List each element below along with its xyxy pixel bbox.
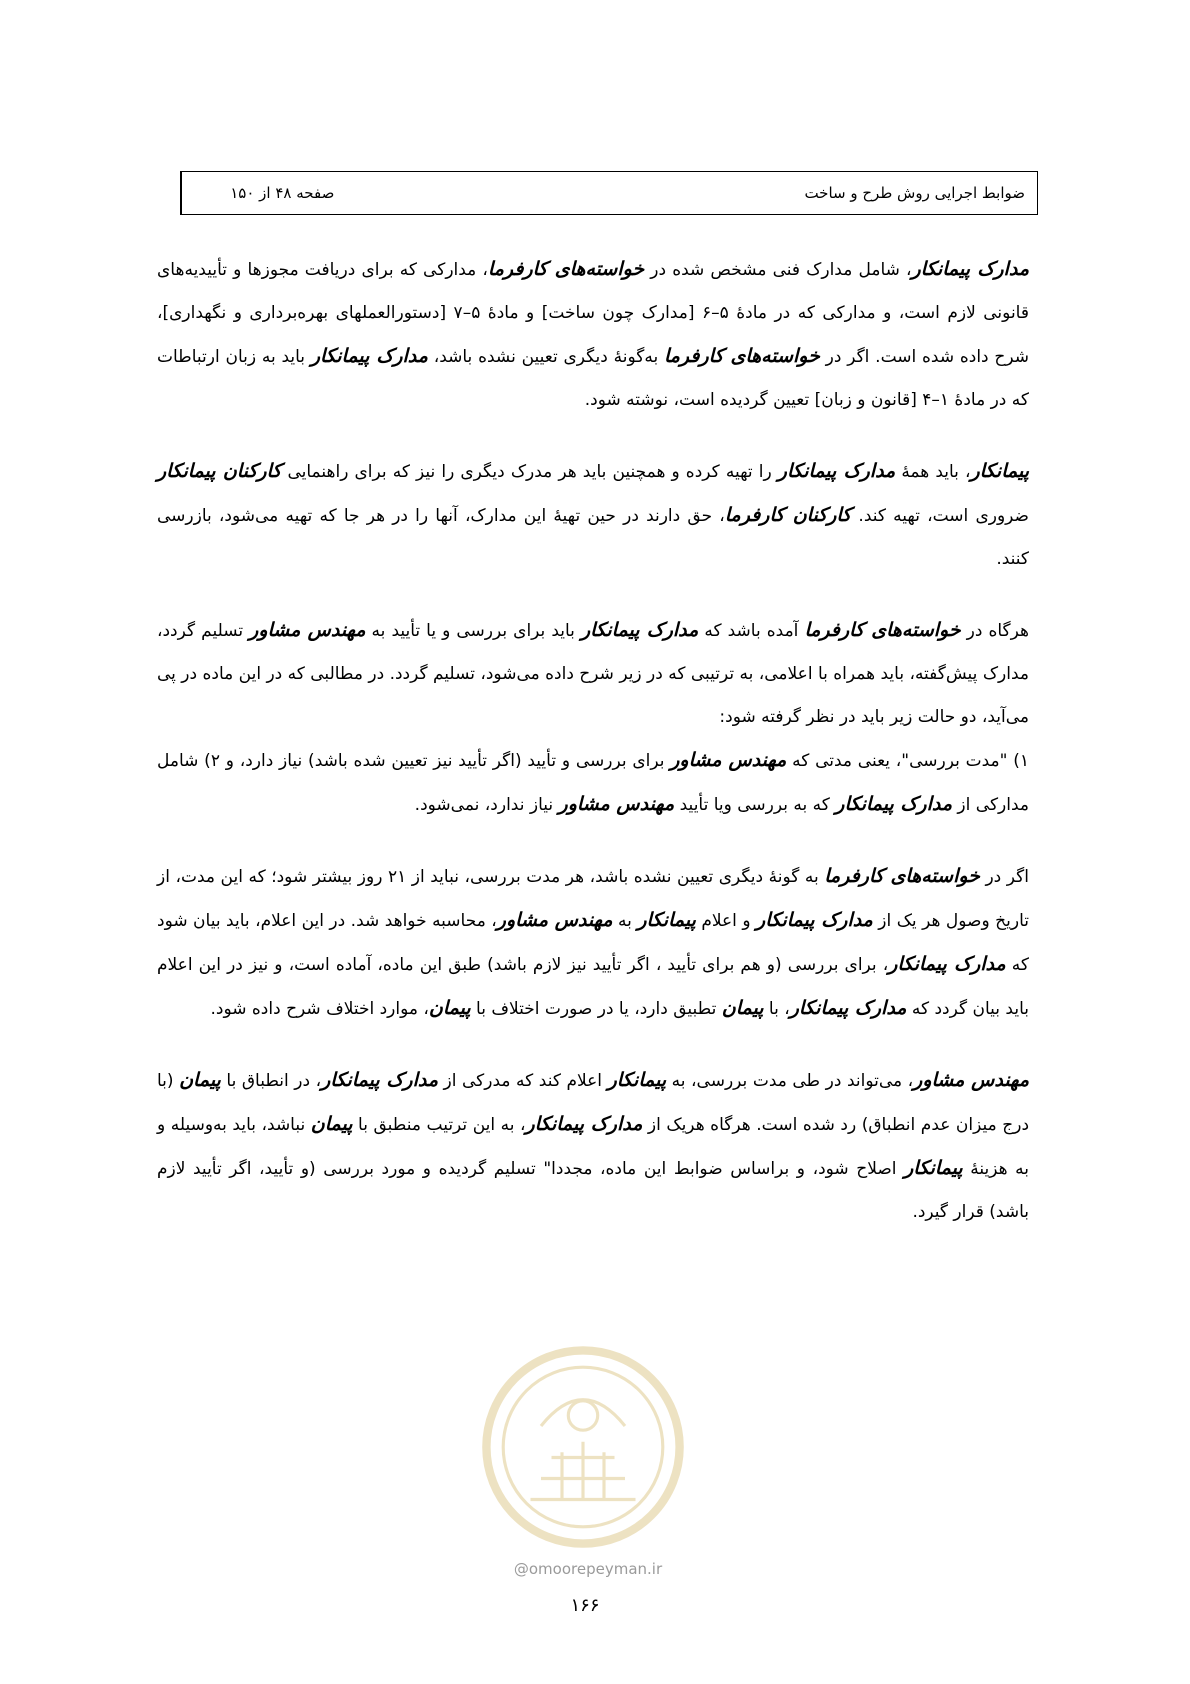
body-text-run: که به بررسی ویا تأیید xyxy=(674,795,836,815)
defined-term: پیمان xyxy=(721,997,764,1019)
body-text-run: اصلاح شود، و براساس ضوابط این ماده، مجددا" تسلیم گردیده و مورد بررسی (و تأیید، اگر تأیید لازم باشد) قرار گیرد. xyxy=(157,1159,1029,1222)
defined-term: مدارک پیمانکار xyxy=(888,953,1006,975)
defined-term: پیمان xyxy=(428,997,471,1019)
paragraph-contractor-documents xyxy=(157,248,1029,422)
body-text-run: ضروری است، تهیه کند. xyxy=(851,506,1029,526)
body-text-run: (با درج میزان عدم انطباق) رد شده است. هرگاه هریک از xyxy=(157,1071,1030,1135)
paragraph-contractor-preparation xyxy=(157,450,1029,581)
defined-term: خواسته‌های کارفرما xyxy=(663,345,820,367)
defined-term: پیمانکار xyxy=(607,1069,667,1091)
body-text-run: ، برای بررسی (و هم برای تأیید ، اگر تأیید نیز لازم باشد) طبق این ماده، آماده است، و نیز در این اعلام باید بیان گردد که xyxy=(157,955,1029,1019)
watermark-logo-icon xyxy=(478,1342,688,1552)
defined-term: کارکنان کارفرما xyxy=(724,504,852,526)
body-text-run: ، با xyxy=(763,999,790,1019)
body-text-run: ، محاسبه خواهد شد. در این اعلام، باید بیان شود که xyxy=(157,911,1029,975)
body-text-run: و اعلام xyxy=(695,911,757,931)
body-text-run: ، موارد اختلاف شرح داده شود. xyxy=(210,999,429,1019)
paragraph-review-period-definition xyxy=(157,739,1029,827)
body-text-run: اگر در xyxy=(979,867,1029,887)
body-text-run: ، حق دارند در حین تهیهٔ این مدارک، آنها را در هر جا که تهیه می‌شود، بازرسی کنند. xyxy=(157,506,1029,569)
defined-term: مهندس مشاور xyxy=(670,749,787,771)
body-text-run: برای بررسی و تأیید (اگر تأیید نیز تعیین شده باشد) نیاز دارد، و ۲) شامل مدارکی از xyxy=(157,751,1029,815)
defined-term: کارکنان پیمانکار xyxy=(157,460,282,482)
defined-term: مهندس مشاور xyxy=(913,1069,1030,1091)
defined-term: مدارک پیمانکار xyxy=(310,345,428,367)
defined-term: پیمان xyxy=(310,1113,353,1135)
body-text-run: نباشد، باید به‌وسیله و به هزینهٔ xyxy=(157,1115,1029,1179)
defined-term: مهندس مشاور xyxy=(496,909,613,931)
body-text-run: ، باید همهٔ xyxy=(895,462,971,482)
body-text-run: هرگاه در xyxy=(960,621,1029,641)
watermark-url: @omoorepeyman.ir xyxy=(513,1560,663,1578)
defined-term: مدارک پیمانکار xyxy=(835,793,953,815)
document-title: ضوابط اجرایی روش طرح و ساخت xyxy=(804,184,1025,202)
paragraph-review-period-duration xyxy=(157,855,1029,1031)
defined-term: مدارک پیمانکار xyxy=(321,1069,438,1091)
defined-term: مدارک پیمانکار xyxy=(525,1113,643,1135)
body-text-run: به گونهٔ دیگری تعیین نشده باشد، هر مدت بررسی، نباید از ۲۱ روز بیشتر شود؛ که این مدت، از تاریخ وصول هر یک از xyxy=(157,867,1029,931)
body-text-run: ، می‌تواند در طی مدت بررسی، به xyxy=(666,1071,914,1091)
defined-term: مهندس مشاور xyxy=(249,619,366,641)
paragraph-engineer-notice xyxy=(157,1059,1029,1234)
defined-term: خواسته‌های کارفرما xyxy=(487,258,645,280)
page-number: ۱۶۶ xyxy=(570,1595,600,1616)
defined-term: پیمانکار xyxy=(637,909,696,931)
body-text-run: تسلیم گردد، مدارک پیش‌گفته، باید همراه با اعلامی، به ترتیبی که در زیر شرح داده می‌شود، تسلیم گردد. در مطالبی که در این ماده در پی می‌آید، دو حالت زیر باید در نظر گرفته شود: xyxy=(157,621,1029,727)
defined-term: مدارک پیمانکار xyxy=(911,258,1029,280)
page-info: صفحه ۴۸ از ۱۵۰ xyxy=(181,172,383,214)
document-body xyxy=(157,248,1029,1262)
page-header-table xyxy=(180,171,1038,215)
defined-term: پیمانکار xyxy=(970,460,1030,482)
body-text-run: را تهیه کرده و همچنین باید هر مدرک دیگری را نیز که برای راهنمایی xyxy=(281,462,778,482)
defined-term: پیمان xyxy=(179,1069,221,1091)
body-text-run: نیاز ندارد، نمی‌شود. xyxy=(414,795,559,815)
body-text-run: به‌گونهٔ دیگری تعیین نشده باشد، xyxy=(427,347,664,367)
paragraph-submission xyxy=(157,609,1029,739)
defined-term: مدارک پیمانکار xyxy=(756,909,873,931)
body-text-run: ، شامل مدارک فنی مشخص شده در xyxy=(644,260,912,280)
defined-term: خواسته‌های کارفرما xyxy=(804,619,961,641)
defined-term: خواسته‌های کارفرما xyxy=(824,865,980,887)
body-text-run: باید برای بررسی و یا تأیید به xyxy=(365,621,581,641)
defined-term: پیمانکار xyxy=(904,1157,963,1179)
body-text-run: تطبیق دارد، یا در صورت اختلاف با xyxy=(470,999,722,1019)
defined-term: مدارک پیمانکار xyxy=(580,619,699,641)
defined-term: مهندس مشاور xyxy=(558,793,675,815)
defined-term: مدارک پیمانکار xyxy=(777,460,896,482)
body-text-run: ۱) "مدت بررسی"، یعنی مدتی که xyxy=(786,751,1029,771)
defined-term: مدارک پیمانکار xyxy=(789,997,907,1019)
body-text-run: باید به زبان ارتباطات که در مادهٔ ۱–۴ [قانون و زبان] تعیین گردیده است، نوشته شود. xyxy=(157,347,1029,410)
body-text-run: به xyxy=(612,911,638,931)
body-text-run: آمده باشد که xyxy=(698,621,805,641)
body-text-run: اعلام کند که مدرکی از xyxy=(438,1071,608,1091)
body-text-run: ، در انطباق با xyxy=(220,1071,322,1091)
body-text-run: ، به این ترتیب منطبق با xyxy=(352,1115,526,1135)
body-text-run: ، مدارکی که برای دریافت مجوزها و تأییدیه‌های قانونی لازم است، و مدارکی که در مادهٔ ۵–۶ [مدارک چون ساخت] و مادهٔ ۵–۷ [دستورالعملهای بهره‌برداری و نگهداری]، شرح داده شده است. اگر در xyxy=(157,260,1029,367)
